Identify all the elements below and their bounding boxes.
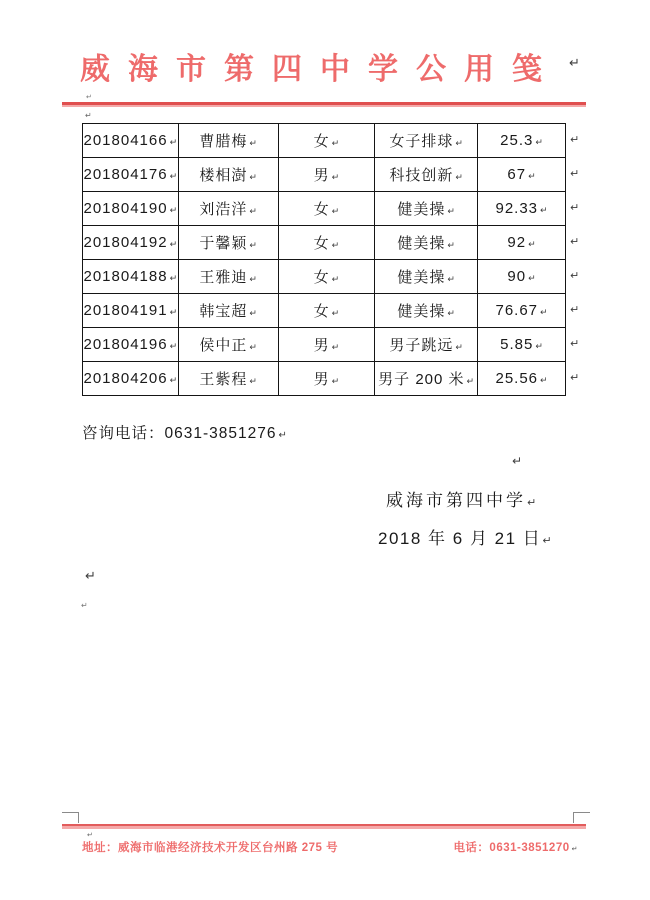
- student-name: 楼相澍: [199, 167, 248, 184]
- row-end-mark: ↵: [570, 133, 580, 146]
- cell-student-name: [178, 226, 278, 260]
- cell-event: [375, 124, 478, 158]
- cell-event: [375, 260, 478, 294]
- gender: 女: [313, 303, 330, 320]
- student-id: 201804192: [83, 234, 168, 251]
- cell-end-mark: ↵: [331, 275, 340, 285]
- cell-end-mark: ↵: [169, 206, 178, 216]
- cell-end-mark: ↵: [535, 138, 543, 148]
- cell-end-mark: ↵: [540, 206, 548, 216]
- signature-date: [378, 524, 552, 549]
- letterhead-title: 威海市第四中学公用笺: [80, 53, 560, 86]
- table-row: [83, 124, 566, 158]
- cell-end-mark: ↵: [455, 173, 463, 183]
- cell-end-mark: ↵: [331, 139, 340, 149]
- cell-gender: [278, 362, 375, 396]
- cell-end-mark: ↵: [249, 241, 257, 251]
- student-name: 于馨颖: [199, 235, 248, 252]
- cell-end-mark: ↵: [331, 207, 340, 217]
- event: 科技创新: [389, 167, 454, 184]
- score: 92: [507, 234, 527, 251]
- footer-phone: [453, 839, 578, 855]
- cell-score: [478, 328, 566, 362]
- cell-end-mark: ↵: [249, 309, 257, 319]
- cell-score: [478, 362, 566, 396]
- footer-rule: [62, 824, 586, 829]
- event: 男子跳远: [389, 337, 454, 354]
- cell-gender: [278, 328, 375, 362]
- cell-student-name: [178, 158, 278, 192]
- paragraph-mark-small: ↵: [87, 831, 93, 839]
- cell-end-mark: ↵: [528, 274, 536, 284]
- signature-date-text: 2018 年 6 月 21 日: [378, 529, 542, 548]
- student-name: 刘浩洋: [199, 201, 248, 218]
- student-id: 201804188: [83, 268, 168, 285]
- table-row: [83, 294, 566, 328]
- cell-end-mark: ↵: [447, 309, 455, 319]
- header-rule: [62, 102, 586, 107]
- cell-gender: [278, 260, 375, 294]
- cell-end-mark: ↵: [331, 241, 340, 251]
- cell-end-mark: ↵: [540, 308, 548, 318]
- cell-student-name: [178, 294, 278, 328]
- paragraph-mark: ↵: [542, 534, 552, 547]
- cell-end-mark: ↵: [169, 308, 178, 318]
- score: 67: [507, 166, 527, 183]
- gender: 男: [313, 371, 330, 388]
- gender: 女: [313, 201, 330, 218]
- cell-end-mark: ↵: [331, 309, 340, 319]
- cell-end-mark: ↵: [540, 376, 548, 386]
- row-end-mark: ↵: [570, 269, 580, 282]
- event: 健美操: [397, 303, 446, 320]
- table-row: [83, 192, 566, 226]
- table-row: [83, 362, 566, 396]
- cell-gender: [278, 226, 375, 260]
- cell-score: [478, 294, 566, 328]
- cell-end-mark: ↵: [249, 343, 257, 353]
- cell-student-id: [83, 294, 179, 328]
- cell-event: [375, 226, 478, 260]
- row-end-mark: ↵: [570, 167, 580, 180]
- score: 76.67: [495, 302, 539, 319]
- cell-end-mark: ↵: [169, 240, 178, 250]
- paragraph-mark: ↵: [85, 569, 96, 584]
- cell-student-id: [83, 226, 179, 260]
- student-id: 201804196: [83, 336, 168, 353]
- cell-end-mark: ↵: [169, 274, 178, 284]
- footer-address: 地址：威海市临港经济技术开发区台州路 275 号: [82, 842, 339, 854]
- paragraph-mark-small: ↵: [81, 601, 88, 610]
- score: 25.3: [500, 132, 534, 149]
- records-table: [82, 123, 566, 396]
- cell-score: [478, 226, 566, 260]
- margin-corner-mark-left: [62, 812, 79, 823]
- event: 男子 200 米: [378, 371, 465, 388]
- cell-end-mark: ↵: [455, 343, 463, 353]
- row-end-mark: ↵: [570, 371, 580, 384]
- score: 5.85: [500, 336, 534, 353]
- cell-end-mark: ↵: [169, 138, 178, 148]
- cell-end-mark: ↵: [249, 173, 257, 183]
- student-id: 201804166: [83, 132, 168, 149]
- gender: 女: [313, 269, 330, 286]
- student-id: 201804206: [83, 370, 168, 387]
- cell-gender: [278, 124, 375, 158]
- student-name: 韩宝超: [199, 303, 248, 320]
- cell-student-name: [178, 124, 278, 158]
- cell-end-mark: ↵: [447, 275, 455, 285]
- row-end-marks: [570, 123, 579, 395]
- row-end-mark: ↵: [570, 303, 580, 316]
- cell-end-mark: ↵: [528, 240, 536, 250]
- gender: 女: [313, 235, 330, 252]
- cell-student-name: [178, 192, 278, 226]
- cell-event: [375, 362, 478, 396]
- event: 健美操: [397, 201, 446, 218]
- paragraph-mark: ↵: [512, 454, 523, 468]
- cell-end-mark: ↵: [331, 173, 340, 183]
- student-id: 201804176: [83, 166, 168, 183]
- cell-end-mark: ↵: [249, 377, 257, 387]
- cell-end-mark: ↵: [535, 342, 543, 352]
- table-row: [83, 226, 566, 260]
- signature-school-text: 威海市第四中学: [386, 491, 526, 510]
- paragraph-mark-small: ↵: [85, 111, 92, 120]
- gender: 男: [313, 167, 330, 184]
- cell-event: [375, 192, 478, 226]
- table-row: [83, 328, 566, 362]
- paragraph-mark: ↵: [569, 56, 580, 71]
- cell-event: [375, 294, 478, 328]
- footer-phone-text: 电话：0631-3851270: [453, 842, 570, 854]
- row-end-mark: ↵: [570, 201, 580, 214]
- contact-phone-text: 咨询电话：0631-3851276: [82, 425, 277, 442]
- cell-score: [478, 192, 566, 226]
- cell-end-mark: ↵: [447, 241, 455, 251]
- cell-student-name: [178, 260, 278, 294]
- cell-end-mark: ↵: [169, 376, 178, 386]
- paragraph-mark: ↵: [278, 430, 288, 441]
- cell-student-id: [83, 158, 179, 192]
- row-end-mark: ↵: [570, 337, 580, 350]
- cell-gender: [278, 192, 375, 226]
- student-name: 曹腊梅: [199, 133, 248, 150]
- paragraph-mark-small: ↵: [86, 93, 92, 101]
- score: 92.33: [495, 200, 539, 217]
- cell-end-mark: ↵: [169, 172, 178, 182]
- cell-end-mark: ↵: [466, 377, 475, 387]
- cell-end-mark: ↵: [169, 342, 178, 352]
- cell-student-id: [83, 260, 179, 294]
- cell-score: [478, 260, 566, 294]
- cell-student-id: [83, 124, 179, 158]
- signature-school: [386, 486, 536, 511]
- cell-end-mark: ↵: [528, 172, 536, 182]
- score: 90: [507, 268, 527, 285]
- cell-student-name: [178, 362, 278, 396]
- paragraph-mark-small: ↵: [571, 845, 578, 853]
- score: 25.56: [495, 370, 539, 387]
- cell-event: [375, 158, 478, 192]
- cell-end-mark: ↵: [455, 139, 463, 149]
- cell-student-id: [83, 328, 179, 362]
- cell-end-mark: ↵: [249, 275, 257, 285]
- student-name: 王紫程: [199, 371, 248, 388]
- paragraph-mark: ↵: [527, 496, 537, 509]
- table-row: [83, 158, 566, 192]
- student-id: 201804190: [83, 200, 168, 217]
- cell-end-mark: ↵: [331, 343, 340, 353]
- cell-student-id: [83, 362, 179, 396]
- records-table-body: [83, 124, 566, 396]
- cell-score: [478, 124, 566, 158]
- cell-student-id: [83, 192, 179, 226]
- cell-end-mark: ↵: [249, 207, 257, 217]
- cell-event: [375, 328, 478, 362]
- event: 女子排球: [389, 133, 454, 150]
- table-row: [83, 260, 566, 294]
- cell-gender: [278, 158, 375, 192]
- student-name: 侯中正: [199, 337, 248, 354]
- cell-student-name: [178, 328, 278, 362]
- cell-end-mark: ↵: [447, 207, 455, 217]
- cell-end-mark: ↵: [331, 377, 340, 387]
- cell-score: [478, 158, 566, 192]
- cell-end-mark: ↵: [249, 139, 257, 149]
- contact-phone-line: [82, 421, 288, 443]
- row-end-mark: ↵: [570, 235, 580, 248]
- gender: 女: [313, 133, 330, 150]
- gender: 男: [313, 337, 330, 354]
- student-id: 201804191: [83, 302, 168, 319]
- margin-corner-mark-right: [573, 812, 590, 823]
- event: 健美操: [397, 235, 446, 252]
- cell-gender: [278, 294, 375, 328]
- event: 健美操: [397, 269, 446, 286]
- student-name: 王雅迪: [199, 269, 248, 286]
